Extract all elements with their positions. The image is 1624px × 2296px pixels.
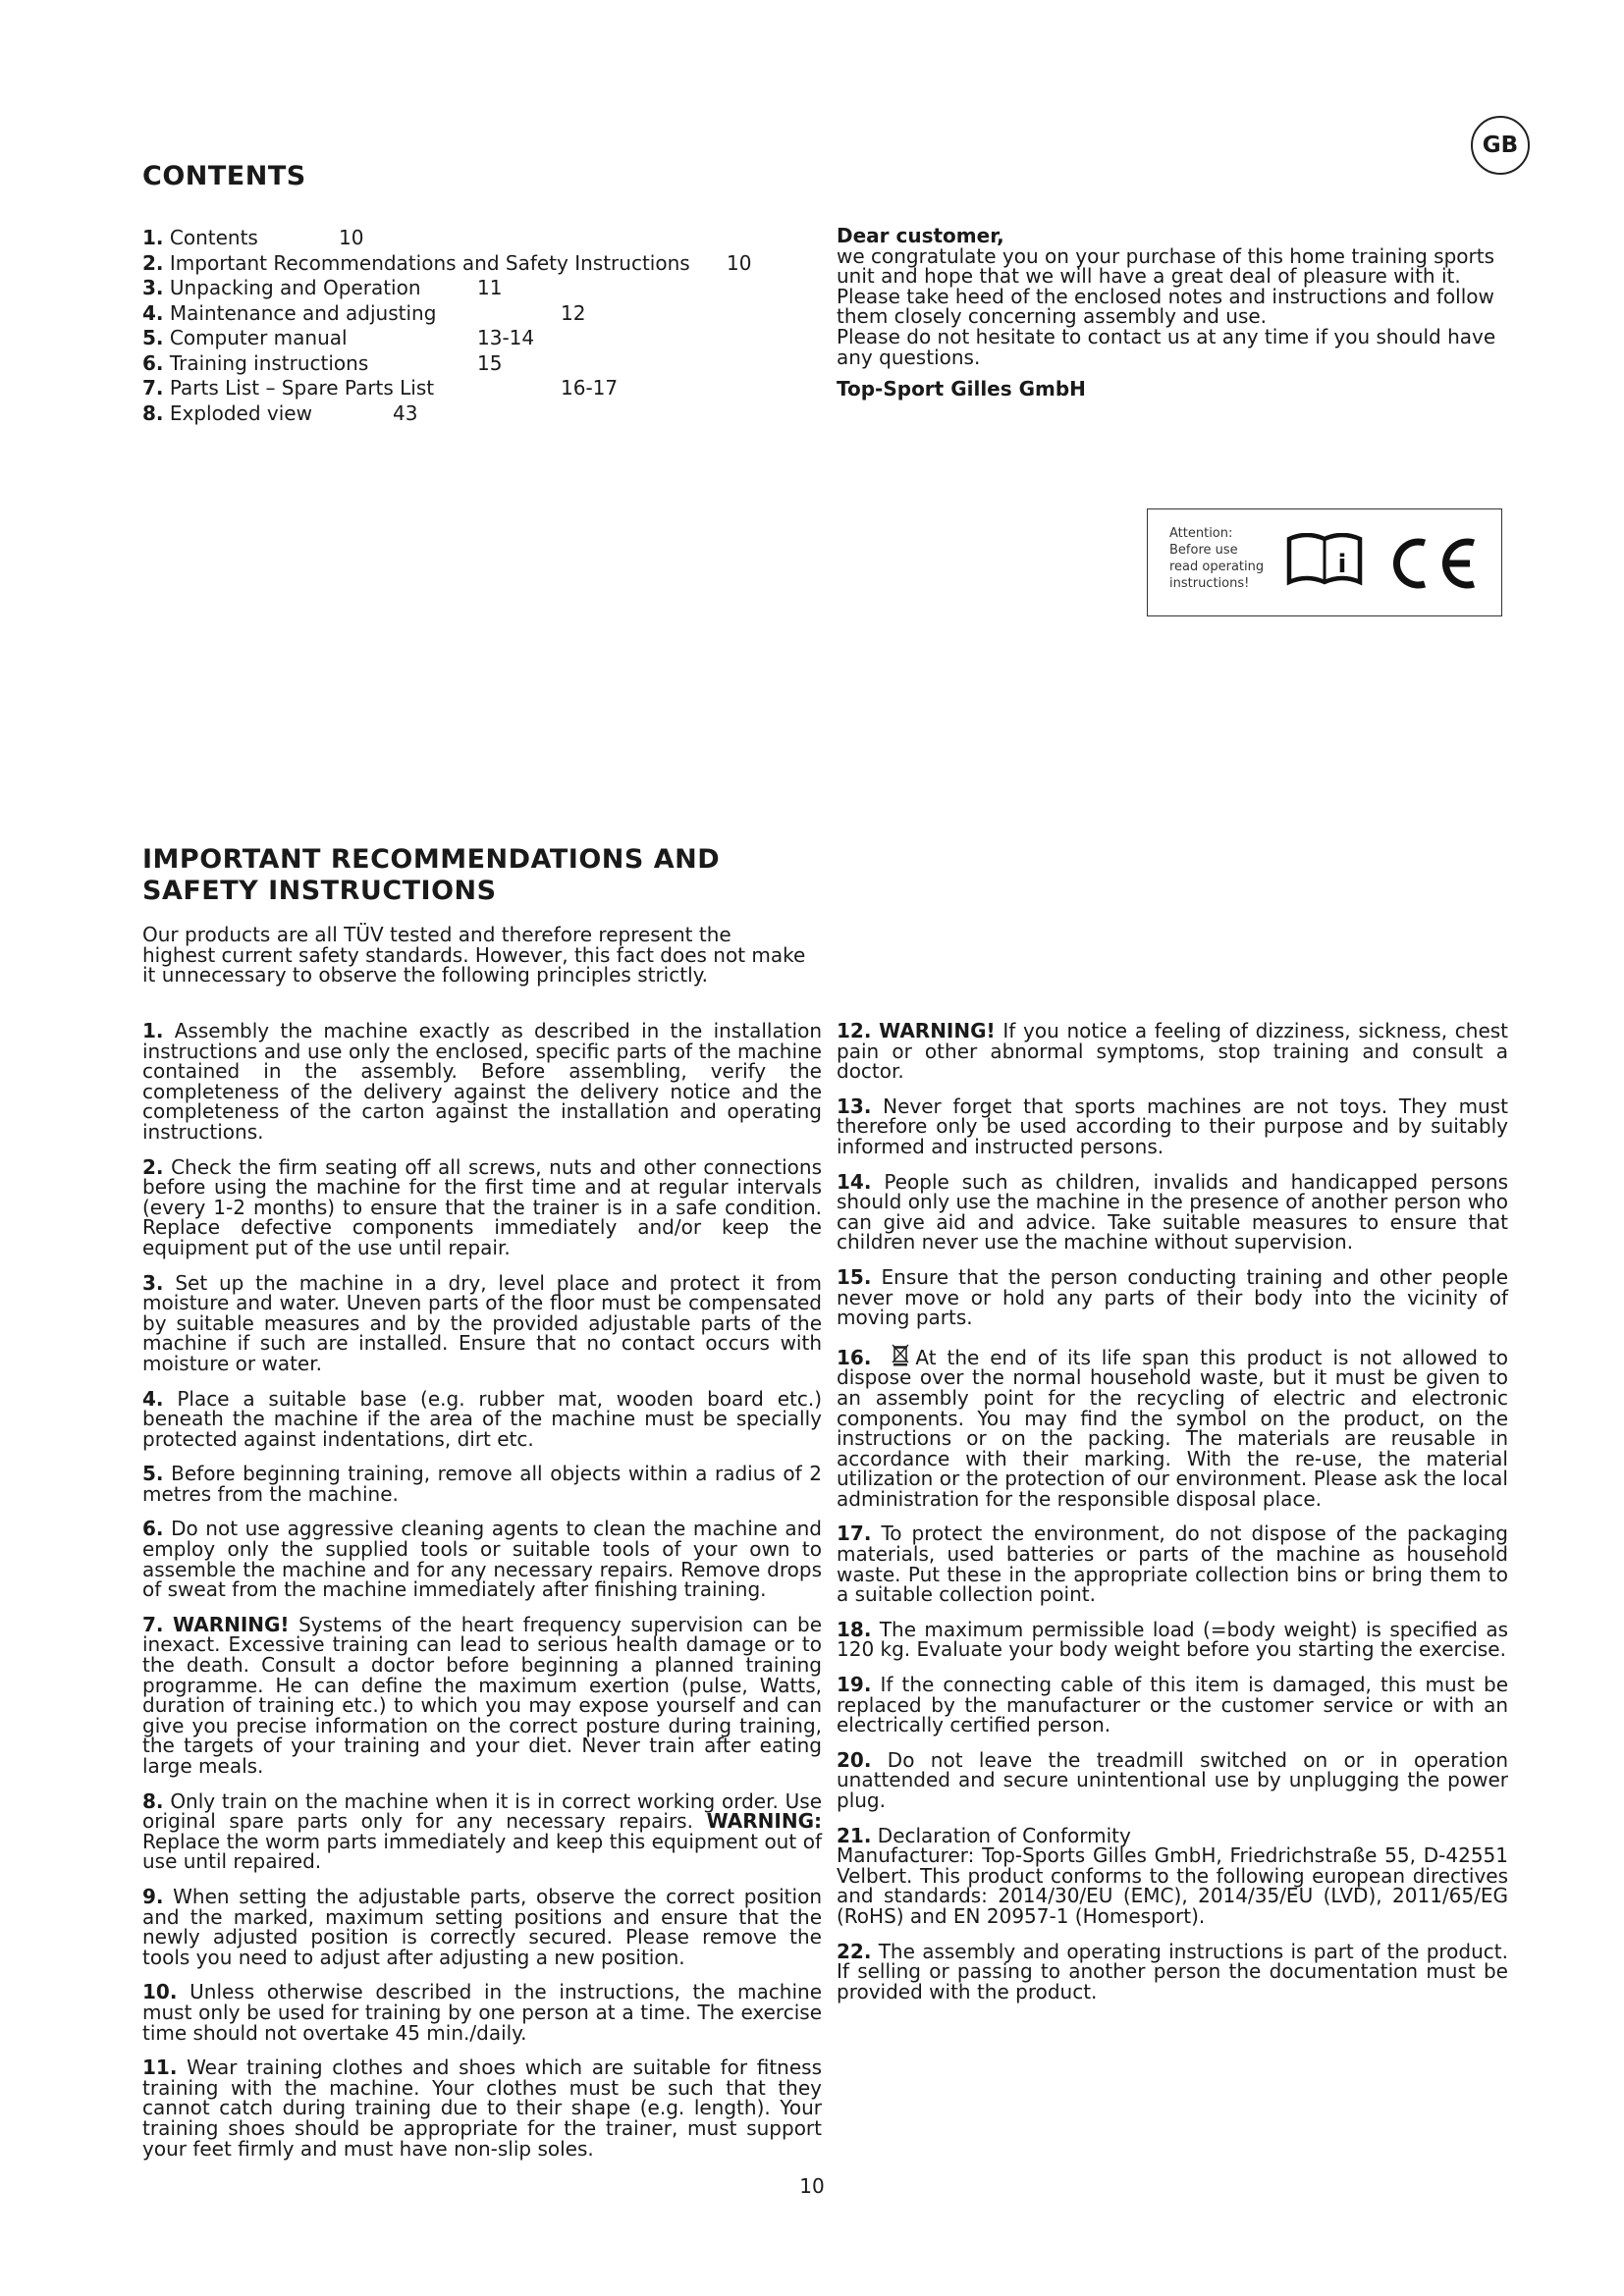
item-text: Set up the machine in a dry, level place and protect it from moisture and water. Uneven parts of the floor must be compensated by suitable measures and by the provided adjustable parts of the machine if such are installed. Ensure that no contact occurs with moisture or water. [142,1270,822,1375]
safety-item [837,1096,1508,1157]
safety-item [142,1386,822,1451]
safety-item [837,1617,1508,1662]
letter-body-2: Please do not hesitate to contact us at any time if you should have any questions. [837,324,1496,369]
item-number: 10. [142,1980,178,2004]
safety-item [142,1612,822,1778]
item-number: 13. [837,1094,872,1118]
toc-page: 10 [727,250,752,275]
item-text: Do not use aggressive cleaning agents to clean the machine and employ only the supplied tools or suitable tools of your own to assemble the machine and for any necessary repairs. Remove drops of sweat from the machine immediately after finishing training. [142,1517,823,1602]
toc-page: 16-17 [561,376,619,400]
toc-page: 43 [393,400,418,425]
safety-item [837,1675,1508,1735]
item-text: Before beginning training, remove all objects within a radius of 2 metres from the machine. [142,1462,823,1506]
ce-mark-icon [1385,535,1484,592]
item-text: When setting the adjustable parts, observe the correct position and the marked, maximum setting positions and ensure that the newly adjusted position is correctly secured. Please remove the tools you need to adjust after adjusting a new position. [142,1884,822,1969]
item-text: People such as children, invalids and handicapped persons should only use the machine in the presence of another person who can give aid and advice. Take suitable measures to ensure that children never use the machine without supervision. [837,1169,1509,1255]
safety-item [837,1522,1508,1607]
toc-entry [142,376,830,401]
item-text: Wear training clothes and shoes which are suitable for fitness training with the machine. Your clothes must be such that they cannot catch during training due to their shape (e.g. length). Your training shoes should be appropriate for the trainer, must support your feet firmly and must have non-slip soles. [142,2056,822,2161]
attention-line: Before use [1169,543,1238,558]
safety-item [837,1823,1508,1928]
toc-label: Contents [169,226,258,249]
toc-label: Parts List – Spare Parts List [169,376,435,400]
toc-number: 6. [142,350,164,375]
item-number: 1. [142,1019,164,1042]
toc-page: 13-14 [477,326,535,349]
item-number: 4. [142,1386,164,1411]
item-text: Check the firm seating off all screws, nuts and other connections before using the machine for the first time and at regular intervals (every 1-2 months) to ensure that the trainer is in a safe condition. Replace defective components immediately and/or keep the equipment put of the use until repair. [142,1154,823,1259]
item-text: Systems of the heart frequency supervision can be inexact. Excessive training can lead to serious health damage or to the death. Consult a doctor before beginning a planned training programme. He can define the maximum exertion (pulse, Watts, duration of training etc.) to which you may expose yourself and can give you precise information on the correct posture during training, the targets of your training and your diet. Never train after eating large meals. [142,1612,822,1778]
customer-letter [837,226,1504,400]
toc-page: 10 [339,226,364,249]
toc-label: Unpacking and Operation [169,276,421,299]
toc-label: Important Recommendations and Safety Instructions [169,250,690,275]
letter-signature: Top-Sport Gilles GmbH [837,377,1086,401]
item-text: If the connecting cable of this item is damaged, this must be replaced by the manufacturer or the customer service or with an electrically certified person. [837,1673,1508,1737]
item-number: 6. [142,1517,164,1541]
contents-title: CONTENTS [142,161,306,191]
toc-entry [142,326,830,351]
toc-label: Computer manual [169,326,348,349]
waste-bin-crossed-icon [892,1343,909,1366]
item-text: Do not leave the treadmill switched on or in operation unattended and secure unintentional use by unplugging the power plug. [837,1747,1508,1812]
item-text: At the end of its life span this product is not allowed to dispose over the normal household waste, but it must be given to an assembly point for the recycling of electric and electronic components. You may find the symbol on the product, on the instructions or on the packing. The materials are reusable in accordance with their marking. With the re-use, the material utilization or the protection of our environment. Please ask the local administration for the responsible disposal place. [837,1345,1509,1511]
toc-entry [142,401,830,427]
toc-label: Training instructions [169,350,369,375]
warning-label: WARNING: [706,1809,822,1834]
item-text: To protect the environment, do not dispose of the packaging materials, used batteries or parts of the machine as household waste. Put these in the appropriate collection bins or bring them to a suitable collection point. [837,1522,1508,1607]
safety-item [837,1169,1509,1255]
toc-entry [142,276,830,301]
warning-label: WARNING! [879,1019,996,1042]
item-text: Ensure that the person conducting training and other people never move or hold any parts of their body into the vicinity of moving parts. [837,1264,1508,1330]
safety-item [837,1747,1508,1812]
item-text-continued: Replace the worm parts immediately and keep this equipment out of use until repaired. [142,1829,822,1874]
safety-intro: Our products are all TÜV tested and therefore represent the highest current safety standards. However, this fact does not make it unnecessary to observe the following principles strictly. [142,923,806,988]
toc-page: 12 [561,300,586,325]
item-number: 11. [142,2056,178,2080]
safety-item [142,1884,822,1969]
item-number: 7. [142,1612,164,1636]
item-number: 15. [837,1264,872,1289]
item-number: 21. [837,1823,872,1847]
letter-body: we congratulate you on your purchase of this home training sports unit and hope that we will have a great deal of pleasure with it. Please take heed of the enclosed notes and instructions and follow them closely concerning assembly and use. [837,243,1495,329]
safety-item [142,1154,823,1259]
item-text: Assembly the machine exactly as described in the installation instructions and use only the enclosed, specific parts of the machine contained in the assembly. Before assembling, verify the completeness of the delivery against the delivery notice and the completeness of the carton against the installation and operating instructions. [142,1019,823,1144]
item-number: 5. [142,1462,164,1486]
item-number: 14. [837,1169,872,1194]
safety-title [142,844,720,907]
item-text: Unless otherwise described in the instructions, the machine must only be used for training by one person at a time. The exercise time should not overtake 45 min./daily. [142,1980,822,2045]
safety-column-right [837,1021,1508,2016]
item-text: The maximum permissible load (=body weight) is specified as 120 kg. Evaluate your body weight before you starting the exercise. [837,1617,1508,1662]
table-of-contents [142,226,830,426]
safety-column-left [142,1021,822,2173]
item-text: The assembly and operating instructions is part of the product. If selling or passing to another person the documentation must be provided with the product. [837,1939,1508,2003]
attention-line: instructions! [1169,576,1250,591]
safety-item [142,1982,822,2043]
item-number: 9. [142,1884,164,1908]
safety-item [837,1021,1508,1082]
toc-page: 11 [477,276,503,299]
item-number: 3. [142,1270,164,1295]
language-badge: GB [1471,116,1530,175]
toc-number: 1. [142,226,164,249]
safety-item [837,1343,1508,1510]
item-number: 22. [837,1939,872,1963]
warning-label: WARNING! [173,1612,290,1636]
item-number: 2. [142,1154,164,1179]
safety-item [142,1517,823,1602]
manual-book-icon [1285,533,1364,592]
toc-label: Exploded view [169,400,312,425]
attention-line: read operating [1169,560,1265,574]
item-number: 12. [837,1019,872,1042]
item-text: Never forget that sports machines are not toys. They must therefore only be used according to their purpose and by suitably informed and instructed persons. [837,1094,1508,1158]
manual-book-glyph: i [1337,550,1347,579]
safety-title-line: IMPORTANT RECOMMENDATIONS AND [142,844,721,875]
item-number: 17. [837,1522,872,1546]
safety-title-line: SAFETY INSTRUCTIONS [142,876,497,906]
item-text: Declaration of Conformity [877,1823,1131,1847]
toc-entry [142,251,830,277]
item-text-continued: Manufacturer: Top-Sports Gilles GmbH, Friedrichstraße 55, D-42551 Velbert. This product conforms to the following european directives and standards: 2014/30/EU (EMC), 2014/35/EU (LVD), 2011/65/EG (RoHS) and EN 20957-1 (Homesport). [837,1843,1508,1928]
safety-item [142,1464,822,1504]
toc-entry [142,351,830,377]
item-text: Place a suitable base (e.g. rubber mat, wooden board etc.) beneath the machine if the area of the machine must be specially protected against indentations, dirt etc. [142,1386,822,1451]
item-text: If you notice a feeling of dizziness, sickness, chest pain or other abnormal symptoms, stop training and consult a doctor. [837,1019,1509,1084]
item-number: 16. [837,1345,872,1369]
toc-number: 7. [142,376,164,400]
toc-number: 4. [142,300,164,325]
safety-item [142,1021,822,1143]
toc-label: Maintenance and adjusting [169,300,437,325]
toc-number: 3. [142,276,164,299]
attention-line: Attention: [1169,526,1233,541]
toc-entry [142,226,830,251]
toc-number: 5. [142,326,164,349]
safety-item [142,2057,822,2159]
safety-item [837,1939,1508,2003]
safety-item [837,1264,1508,1330]
item-number: 18. [837,1617,872,1641]
item-text: Only train on the machine when it is in correct working order. Use original spare parts only for any necessary repairs. [142,1789,823,1834]
toc-page: 15 [477,350,503,375]
letter-heading: Dear customer, [837,224,1004,247]
page-number: 10 [799,2174,825,2198]
attention-box [1147,508,1502,616]
toc-number: 8. [142,400,164,425]
item-number: 8. [142,1789,164,1813]
toc-number: 2. [142,250,164,275]
toc-entry [142,301,830,327]
item-number: 20. [837,1747,872,1772]
safety-item [142,1791,822,1872]
safety-item [142,1270,822,1375]
item-number: 19. [837,1673,872,1697]
attention-text [1169,525,1264,592]
